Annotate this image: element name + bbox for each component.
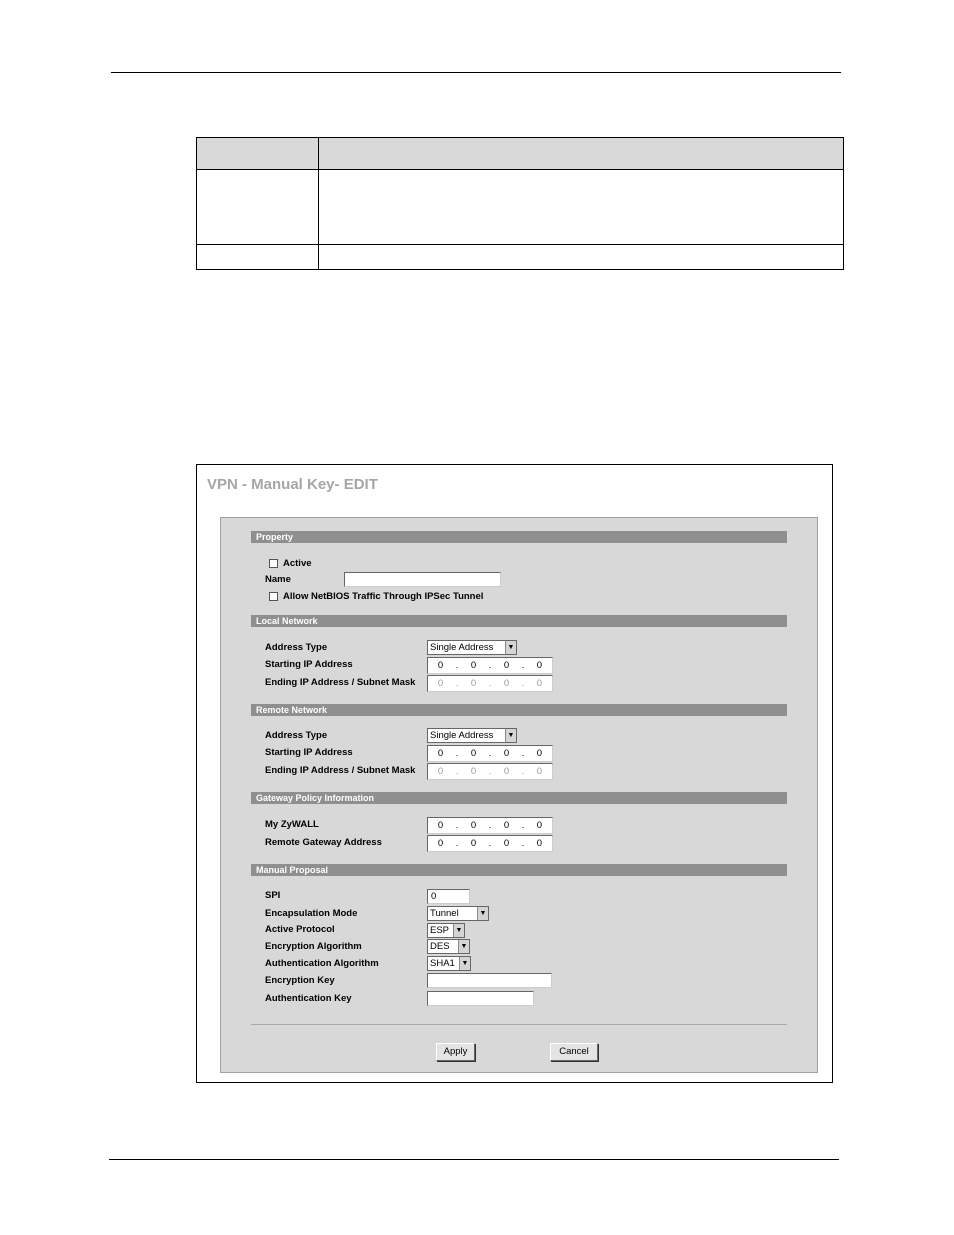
section-header-property: Property: [251, 531, 787, 543]
remote-gateway-ip-input[interactable]: 0 . 0 . 0 . 0: [427, 835, 553, 852]
section-header-local-network: Local Network: [251, 615, 787, 627]
spi-input[interactable]: 0: [427, 889, 470, 904]
table-cell: [319, 245, 844, 270]
chevron-down-icon: ▼: [458, 940, 469, 953]
footer-rule: [109, 1159, 839, 1160]
page-title: VPN - Manual Key- EDIT: [207, 476, 378, 493]
encryption-algorithm-select[interactable]: [427, 939, 470, 954]
ip-octet: 0: [503, 678, 510, 689]
local-address-type-label: Address Type: [265, 642, 328, 653]
name-input[interactable]: [344, 572, 501, 587]
ip-octet: 0: [536, 838, 543, 849]
encapsulation-mode-label: Encapsulation Mode: [265, 908, 358, 919]
table-row: [197, 170, 844, 245]
cancel-button[interactable]: Cancel: [550, 1043, 598, 1061]
active-protocol-label: Active Protocol: [265, 924, 335, 935]
active-protocol-select[interactable]: [427, 923, 465, 938]
apply-button[interactable]: Apply: [436, 1043, 475, 1061]
active-checkbox[interactable]: [269, 559, 278, 568]
ip-octet: 0: [536, 748, 543, 759]
local-address-type-value: Single Address: [430, 642, 494, 653]
authentication-algorithm-label: Authentication Algorithm: [265, 958, 379, 969]
ip-octet: 0: [536, 660, 543, 671]
form-panel: [220, 517, 818, 1073]
section-header-manual-proposal: Manual Proposal: [251, 864, 787, 876]
ip-octet: 0: [536, 678, 543, 689]
chevron-down-icon: ▼: [477, 907, 488, 920]
remote-start-ip-input[interactable]: 0 . 0 . 0 . 0: [427, 745, 553, 762]
ip-octet: 0: [503, 748, 510, 759]
ip-octet: 0: [437, 678, 444, 689]
authentication-key-input[interactable]: [427, 991, 534, 1006]
table-cell: [197, 245, 319, 270]
ip-octet: 0: [503, 838, 510, 849]
ip-octet: 0: [470, 678, 477, 689]
table-row: [197, 245, 844, 270]
authentication-algorithm-select[interactable]: [427, 956, 471, 971]
encryption-key-label: Encryption Key: [265, 975, 335, 986]
ip-octet: 0: [437, 660, 444, 671]
remote-end-ip-label: Ending IP Address / Subnet Mask: [265, 765, 416, 776]
local-start-ip-input[interactable]: 0 . 0 . 0 . 0: [427, 657, 553, 674]
active-protocol-value: ESP: [430, 925, 450, 936]
encryption-algorithm-value: DES: [430, 941, 450, 952]
ip-octet: 0: [503, 660, 510, 671]
divider: [251, 1024, 787, 1025]
ip-octet: 0: [470, 766, 477, 777]
vpn-manual-key-edit-screen: [196, 464, 833, 1083]
section-header-gateway-policy: Gateway Policy Information: [251, 792, 787, 804]
ip-octet: 0: [503, 766, 510, 777]
ip-octet: 0: [470, 838, 477, 849]
ip-octet: 0: [503, 820, 510, 831]
remote-address-type-select[interactable]: [427, 728, 517, 743]
encryption-algorithm-label: Encryption Algorithm: [265, 941, 362, 952]
ip-octet: 0: [437, 748, 444, 759]
table-header-cell: [319, 138, 844, 170]
netbios-label: Allow NetBIOS Traffic Through IPSec Tunnel: [283, 591, 484, 602]
remote-gateway-label: Remote Gateway Address: [265, 837, 382, 848]
my-zywall-ip-input[interactable]: 0 . 0 . 0 . 0: [427, 817, 553, 834]
ip-octet: 0: [437, 820, 444, 831]
encapsulation-mode-select[interactable]: [427, 906, 489, 921]
chevron-down-icon: ▼: [505, 729, 516, 742]
chevron-down-icon: ▼: [459, 957, 470, 970]
ip-octet: 0: [437, 766, 444, 777]
spi-label: SPI: [265, 890, 281, 901]
table-header-cell: [197, 138, 319, 170]
table-header-row: [197, 138, 844, 170]
encapsulation-mode-value: Tunnel: [430, 908, 459, 919]
table-cell: [319, 170, 844, 245]
authentication-algorithm-value: SHA1: [430, 958, 455, 969]
ip-octet: 0: [470, 748, 477, 759]
ip-octet: 0: [437, 838, 444, 849]
netbios-checkbox[interactable]: [269, 592, 278, 601]
remote-end-ip-input[interactable]: 0 . 0 . 0 . 0: [427, 763, 553, 780]
local-end-ip-input[interactable]: 0 . 0 . 0 . 0: [427, 675, 553, 692]
ip-octet: 0: [470, 820, 477, 831]
chevron-down-icon: ▼: [453, 924, 464, 937]
ip-octet: 0: [536, 766, 543, 777]
remote-address-type-label: Address Type: [265, 730, 328, 741]
table-cell: [197, 170, 319, 245]
remote-start-ip-label: Starting IP Address: [265, 747, 353, 758]
my-zywall-label: My ZyWALL: [265, 819, 319, 830]
section-header-remote-network: Remote Network: [251, 704, 787, 716]
local-start-ip-label: Starting IP Address: [265, 659, 353, 670]
local-end-ip-label: Ending IP Address / Subnet Mask: [265, 677, 416, 688]
reference-table: [196, 137, 844, 270]
name-label: Name: [265, 574, 291, 585]
header-rule: [111, 72, 841, 73]
ip-octet: 0: [470, 660, 477, 671]
ip-octet: 0: [536, 820, 543, 831]
local-address-type-select[interactable]: [427, 640, 517, 655]
authentication-key-label: Authentication Key: [265, 993, 352, 1004]
active-label: Active: [283, 558, 312, 569]
remote-address-type-value: Single Address: [430, 730, 494, 741]
encryption-key-input[interactable]: [427, 973, 552, 988]
chevron-down-icon: ▼: [505, 641, 516, 654]
